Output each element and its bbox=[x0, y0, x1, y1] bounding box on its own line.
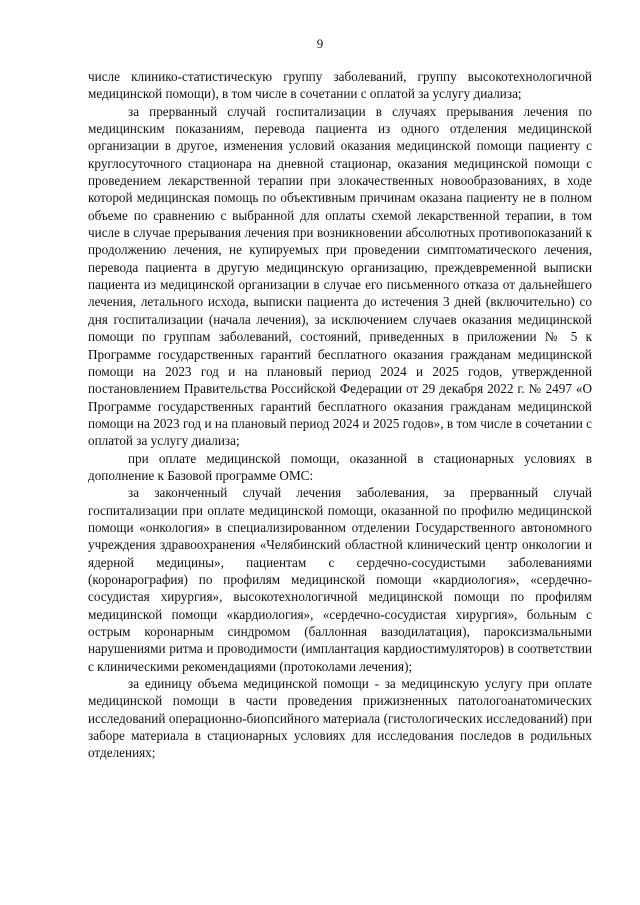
paragraph-completed-case: за законченный случай лечения заболевания, за прерванный случай госпитализации при оплате медицинской помощи, оказанной по профилю медицинской помощи «онкология» в специализированном отделении Государственного автономного учреждения здравоохранения «Челябинский областной клинический центр онкологии и ядерной медицины», пациентам с сердечно-сосудистыми заболеваниями (коронарография) по профилям медицинской помощи «кардиология», «сердечно-сосудистая хирургия», высокотехнологичной медицинской помощи по профилям медицинской помощи «кардиология», «сердечно-сосудистая хирургия», больным с острым коронарным синдромом (баллонная вазодилатация), пароксизмальными нарушениями ритма и проводимости (имплантация кардиостимуляторов) в соответствии с клиническими рекомендациями (протоколами лечения); bbox=[88, 485, 592, 674]
paragraph-continuation: числе клинико-статистическую группу заболеваний, группу высокотехнологичной медицинской помощи), в том числе в сочетании с оплатой за услугу диализа; bbox=[88, 69, 592, 102]
paragraph-inpatient-payment: при оплате медицинской помощи, оказанной в стационарных условиях в дополнение к Базовой программе ОМС: bbox=[88, 450, 592, 483]
paragraph-unit-of-volume: за единицу объема медицинской помощи - за медицинскую услугу при оплате медицинской помощи в части проведения прижизненных патологоанатомических исследований операционно-биопсийного материала (гистологических исследований) при заборе материала в стационарных условиях для исследования последов в родильных отделениях; bbox=[88, 676, 592, 761]
paragraph-interrupted-case: за прерванный случай госпитализации в случаях прерывания лечения по медицинским показаниям, перевода пациента из одного отделения медицинской организации в другое, изменения условий оказания медицинской помощи пациенту с круглосуточного стационара на дневной стационар, оказания медицинской помощи с проведением лекарственной терапии при злокачественных новообразованиях, в ходе которой медицинская помощь по объективным причинам оказана пациенту не в полном объеме по сравнению с выбранной для оплаты схемой лекарственной терапии, в том числе в случае прерывания лечения при возникновении абсолютных противопоказаний к продолжению лечения, не купируемых при проведении симптоматического лечения, перевода пациента в другую медицинскую организацию, преждевременной выписки пациента из медицинской организации в случае его письменного отказа от дальнейшего лечения, летального исхода, выписки пациента до истечения 3 дней (включительно) со дня госпитализации (начала лечения), за исключением случаев оказания медицинской помощи по группам заболеваний, состояний, приведенных в приложении № 5 к Программе государственных гарантий бесплатного оказания гражданам медицинской помощи на 2023 год и на плановый период 2024 и 2025 годов, утвержденной постановлением Правительства Российской Федерации от 29 декабря 2022 г. № 2497 «О Программе государственных гарантий бесплатного оказания гражданам медицинской помощи на 2023 год и на плановый период 2024 и 2025 годов», в том числе в сочетании с оплатой за услугу диализа; bbox=[88, 103, 592, 449]
page-number: 9 bbox=[316, 36, 324, 51]
document-body bbox=[88, 68, 592, 762]
